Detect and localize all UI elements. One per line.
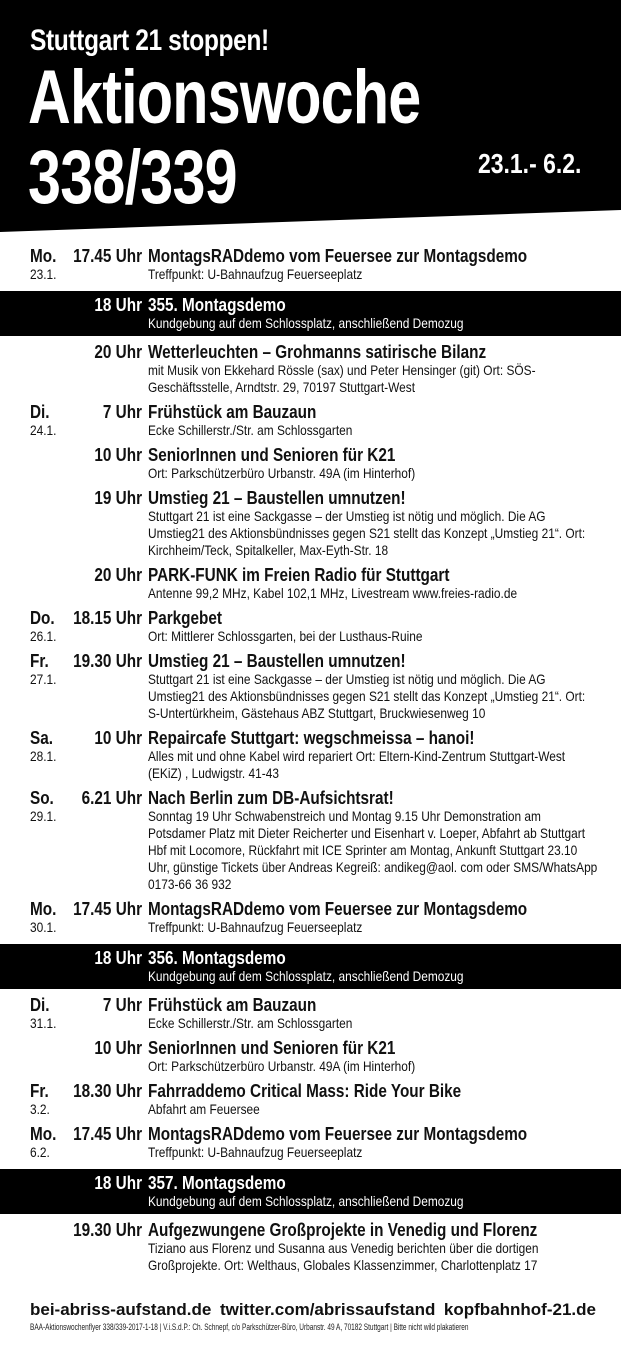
event-title: Nach Berlin zum DB-Aufsichtsrat! — [148, 788, 394, 808]
event-details — [148, 1124, 621, 1161]
event-description: Treffpunkt: U-Bahnaufzug Feuerseeplatz — [148, 266, 363, 282]
event-title: Umstieg 21 – Baustellen umnutzen! — [148, 651, 406, 671]
event-date: 26.1. — [30, 628, 57, 644]
event-title: 357. Montagsdemo — [148, 1173, 286, 1193]
event-row-highlight — [0, 944, 621, 989]
event-row — [0, 1218, 621, 1278]
event-when — [0, 948, 148, 985]
event-date: 27.1. — [30, 671, 57, 687]
event-description: Ort: Mittlerer Schlossgarten, bei der Lusthaus-Ruine — [148, 628, 423, 644]
event-time: 17.45 Uhr — [73, 899, 142, 919]
event-time: 10 Uhr — [94, 1038, 142, 1058]
event-row — [0, 244, 621, 287]
event-description: Stuttgart 21 ist eine Sackgasse – der Umstieg ist nötig und möglich. Die AG Umstieg21 des Aktionsbündnisses gegen S21 stellt das Konzept „Umstieg 21“. Ort: Kirchheim/Teck, Spitalkeller, Max-Eyth-Str. 18 — [148, 508, 586, 558]
event-row — [0, 1079, 621, 1122]
event-details — [148, 728, 621, 782]
event-details — [148, 565, 621, 602]
event-description: Treffpunkt: U-Bahnaufzug Feuerseeplatz — [148, 919, 363, 935]
event-description: Ecke Schillerstr./Str. am Schlossgarten — [148, 1015, 353, 1031]
event-when — [0, 788, 148, 893]
event-title: Repaircafe Stuttgart: wegschmeissa – hanoi! — [148, 728, 475, 748]
event-title: Wetterleuchten – Grohmanns satirische Bilanz — [148, 342, 487, 362]
event-title: SeniorInnen und Senioren für K21 — [148, 445, 396, 465]
footer-link-bei-abriss[interactable]: bei-abriss-aufstand.de — [30, 1300, 212, 1319]
event-when — [0, 899, 148, 936]
header-dates: 23.1.- 6.2. — [478, 148, 582, 179]
event-details — [148, 488, 621, 559]
event-details — [148, 1220, 621, 1274]
event-day: Fr. — [30, 651, 49, 671]
event-title: Fahrraddemo Critical Mass: Ride Your Bike — [148, 1081, 462, 1101]
event-time: 7 Uhr — [102, 402, 142, 422]
event-when — [0, 728, 148, 782]
event-date: 28.1. — [30, 748, 57, 764]
event-row-highlight — [0, 291, 621, 336]
event-row — [0, 606, 621, 649]
event-row — [0, 649, 621, 726]
event-row — [0, 400, 621, 443]
event-day: Do. — [30, 608, 55, 628]
event-description: Alles mit und ohne Kabel wird repariert Ort: Eltern-Kind-Zentrum Stuttgart-West (EKiZ) , Ludwigstr. 41-43 — [148, 748, 566, 781]
event-when — [0, 1081, 148, 1118]
event-time: 18 Uhr — [94, 295, 142, 315]
event-when — [0, 608, 148, 645]
event-when — [0, 651, 148, 722]
event-details — [148, 1038, 621, 1075]
event-description: Kundgebung auf dem Schlossplatz, anschließend Demozug — [148, 315, 464, 331]
event-details — [148, 608, 621, 645]
event-row — [0, 563, 621, 606]
event-details — [148, 899, 621, 936]
event-title: 356. Montagsdemo — [148, 948, 286, 968]
event-time: 17.45 Uhr — [73, 1124, 142, 1144]
event-when — [0, 1038, 148, 1075]
event-date: 31.1. — [30, 1015, 57, 1031]
event-row-highlight — [0, 1169, 621, 1214]
event-title: SeniorInnen und Senioren für K21 — [148, 1038, 396, 1058]
event-list — [0, 244, 621, 1278]
footer-link-twitter[interactable]: twitter.com/abrissaufstand — [219, 1300, 436, 1319]
header-number: 338/339 — [28, 135, 237, 220]
event-row — [0, 786, 621, 897]
event-time: 20 Uhr — [94, 342, 142, 362]
event-time: 18 Uhr — [94, 948, 142, 968]
event-details — [148, 246, 621, 283]
event-time: 20 Uhr — [94, 565, 142, 585]
event-time: 18.15 Uhr — [73, 608, 142, 628]
event-description: Antenne 99,2 MHz, Kabel 102,1 MHz, Livestream www.freies-radio.de — [148, 585, 518, 601]
event-day: Mo. — [30, 1124, 57, 1144]
event-title: Frühstück am Bauzaun — [148, 402, 317, 422]
event-time: 18.30 Uhr — [73, 1081, 142, 1101]
event-details — [148, 342, 621, 396]
event-when — [0, 1173, 148, 1210]
event-description: Ort: Parkschützerbüro Urbanstr. 49A (im Hinterhof) — [148, 1058, 416, 1074]
event-row — [0, 1122, 621, 1165]
event-row — [0, 726, 621, 786]
event-details — [148, 445, 621, 482]
event-row — [0, 897, 621, 940]
event-row — [0, 443, 621, 486]
event-when — [0, 246, 148, 283]
event-details — [148, 402, 621, 439]
event-details — [148, 1173, 621, 1210]
event-time: 6.21 Uhr — [81, 788, 142, 808]
event-date: 3.2. — [30, 1101, 50, 1117]
event-row — [0, 340, 621, 400]
event-when — [0, 445, 148, 482]
event-day: Di. — [30, 995, 50, 1015]
event-title: PARK-FUNK im Freien Radio für Stuttgart — [148, 565, 450, 585]
event-when — [0, 342, 148, 396]
event-description: Treffpunkt: U-Bahnaufzug Feuerseeplatz — [148, 1144, 363, 1160]
event-title: MontagsRADdemo vom Feuersee zur Montagsdemo — [148, 246, 528, 266]
event-title: Parkgebet — [148, 608, 222, 628]
event-details — [148, 788, 621, 893]
event-when — [0, 1220, 148, 1274]
event-date: 29.1. — [30, 808, 57, 824]
event-title: Frühstück am Bauzaun — [148, 995, 317, 1015]
header-banner — [0, 0, 621, 232]
event-date: 23.1. — [30, 266, 57, 282]
event-time: 18 Uhr — [94, 1173, 142, 1193]
event-title: Aufgezwungene Großprojekte in Venedig und Florenz — [148, 1220, 538, 1240]
event-details — [148, 948, 621, 985]
event-day: So. — [30, 788, 54, 808]
footer-links — [30, 1300, 596, 1320]
event-description: Kundgebung auf dem Schlossplatz, anschließend Demozug — [148, 968, 464, 984]
event-time: 10 Uhr — [94, 445, 142, 465]
event-description: Stuttgart 21 ist eine Sackgasse – der Umstieg ist nötig und möglich. Die AG Umstieg21 des Aktionsbündnisses gegen S21 stellt das Konzept „Umstieg 21“. Ort: S-Untertürkheim, Gästehaus ABZ Stuttgart, Bruckwiesenweg 10 — [148, 671, 586, 721]
event-title: MontagsRADdemo vom Feuersee zur Montagsdemo — [148, 1124, 528, 1144]
event-time: 7 Uhr — [102, 995, 142, 1015]
header-title: Aktionswoche — [28, 55, 421, 140]
event-title: Umstieg 21 – Baustellen umnutzen! — [148, 488, 406, 508]
event-when — [0, 295, 148, 332]
event-date: 30.1. — [30, 919, 57, 935]
event-time: 19.30 Uhr — [73, 651, 142, 671]
event-day: Fr. — [30, 1081, 49, 1101]
event-details — [148, 1081, 621, 1118]
footer-link-kopfbahnhof[interactable]: kopfbahnhof-21.de — [443, 1300, 596, 1319]
event-title: 355. Montagsdemo — [148, 295, 286, 315]
event-date: 6.2. — [30, 1144, 50, 1160]
event-details — [148, 995, 621, 1032]
event-description: mit Musik von Ekkehard Rössle (sax) und Peter Hensinger (git) Ort: SÖS-Geschäftsstelle, Arndtstr. 29, 70197 Stuttgart-West — [148, 362, 536, 395]
event-time: 10 Uhr — [94, 728, 142, 748]
event-title: MontagsRADdemo vom Feuersee zur Montagsdemo — [148, 899, 528, 919]
event-description: Sonntag 19 Uhr Schwabenstreich und Montag 9.15 Uhr Demonstration am Potsdamer Platz mit Dieter Reicherter und Eisenhart v. Loeper, Abfahrt ab Stuttgart Hbf mit Locomore, Rückfahrt mit ICE Sprinter am Montag, Ankunft Stuttgart 23.10 Uhr, günstige Tickets über Andreas Kegreiß: andikeg@aol. com oder SMS/WhatsApp 0173-66 36 932 — [148, 808, 598, 892]
event-day: Mo. — [30, 246, 57, 266]
footer-imprint: BAA-Aktionswochenflyer 338/339-2017-1-18 | V.i.S.d.P.: Ch. Schnepf, c/o Parkschützer-Büro, Urbanstr. 49 A, 70182 Stuttgart | Bitte nicht wild plakatieren — [30, 1322, 469, 1332]
event-day: Mo. — [30, 899, 57, 919]
event-when — [0, 1124, 148, 1161]
event-details — [148, 295, 621, 332]
header-subtitle: Stuttgart 21 stoppen! — [30, 24, 269, 57]
event-time: 19 Uhr — [94, 488, 142, 508]
event-when — [0, 402, 148, 439]
event-date: 24.1. — [30, 422, 57, 438]
event-description: Tiziano aus Florenz und Susanna aus Venedig berichten über die dortigen Großprojekte. Ort: Welthaus, Globales Klassenzimmer, Charlottenplatz 17 — [148, 1240, 539, 1273]
event-description: Kundgebung auf dem Schlossplatz, anschließend Demozug — [148, 1193, 464, 1209]
event-day: Di. — [30, 402, 50, 422]
event-description: Abfahrt am Feuersee — [148, 1101, 260, 1117]
event-description: Ecke Schillerstr./Str. am Schlossgarten — [148, 422, 353, 438]
event-row — [0, 486, 621, 563]
event-details — [148, 651, 621, 722]
event-day: Sa. — [30, 728, 53, 748]
event-row — [0, 1036, 621, 1079]
event-description: Ort: Parkschützerbüro Urbanstr. 49A (im Hinterhof) — [148, 465, 416, 481]
event-when — [0, 565, 148, 602]
event-when — [0, 488, 148, 559]
event-when — [0, 995, 148, 1032]
event-time: 19.30 Uhr — [73, 1220, 142, 1240]
event-time: 17.45 Uhr — [73, 246, 142, 266]
event-row — [0, 993, 621, 1036]
